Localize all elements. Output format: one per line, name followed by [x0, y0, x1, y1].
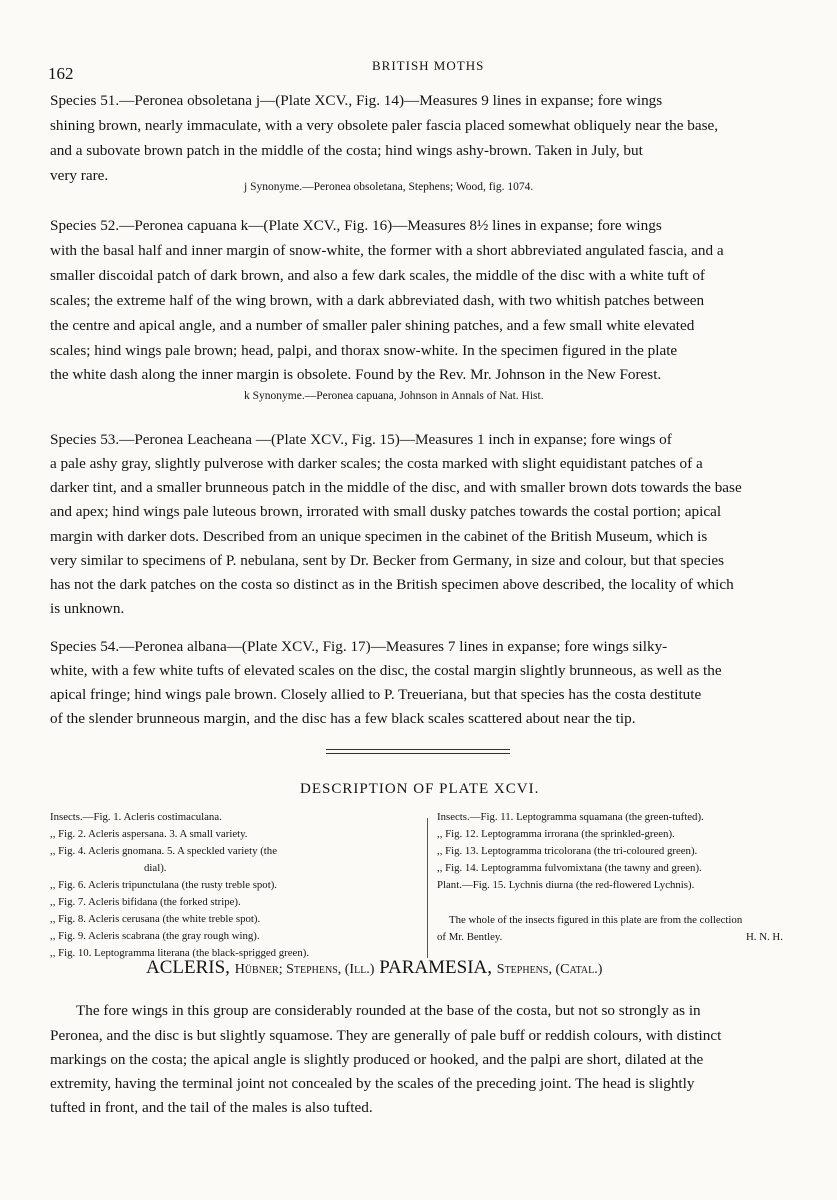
plate-entry: Insects.—Fig. 11. Leptogramma squamana (the green-tufted).	[437, 811, 704, 823]
divider-rule	[326, 753, 510, 754]
body-line: a pale ashy gray, slightly pulverose with darker scales; the costa marked with slight equidistant patches of a	[50, 455, 703, 472]
footnote-synonym: j Synonyme.—Peronea obsoletana, Stephens; Wood, fig. 1074.	[244, 181, 534, 193]
body-line: The fore wings in this group are considerably rounded at the base of the costa, but not so strongly as in	[76, 1002, 701, 1019]
plate-title: DESCRIPTION OF PLATE XCVI.	[300, 781, 540, 797]
body-line: very rare.	[50, 167, 109, 184]
body-line: white, with a few white tufts of elevated scales on the disc, the costal margin slightly brunneous, as well as the	[50, 662, 722, 679]
plate-entry: ,, Fig. 9. Acleris scabrana (the gray rough wing).	[50, 930, 260, 942]
body-line: darker tint, and a smaller brunneous patch in the middle of the disc, and with smaller brown dots towards the base	[50, 479, 742, 496]
body-line: Species 51.—Peronea obsoletana j—(Plate XCV., Fig. 14)—Measures 9 lines in expanse; fore wings	[50, 92, 663, 109]
plate-initials: H. N. H.	[746, 931, 783, 943]
body-line: margin with darker dots. Described from an unique specimen in the cabinet of the British Museum, which is	[50, 528, 708, 545]
genus-name-acleris: ACLERIS,	[146, 957, 235, 978]
body-line: Species 54.—Peronea albana—(Plate XCV., Fig. 17)—Measures 7 lines in expanse; fore wings silky-	[50, 638, 668, 655]
body-line: Peronea, and the disc is but slightly squamose. They are generally of pale buff or reddish colours, with distinct	[50, 1027, 722, 1044]
column-divider	[427, 818, 428, 958]
body-line: apical fringe; hind wings pale brown. Closely allied to P. Treueriana, but that species has the costa destitute	[50, 686, 702, 703]
body-line: scales; hind wings pale brown; head, palpi, and thorax snow-white. In the specimen figured in the plate	[50, 342, 678, 359]
plate-entry: ,, Fig. 10. Leptogramma literana (the black-sprigged green).	[50, 947, 310, 959]
genus-authority: Hübner; Stephens, (Ill.)	[234, 962, 375, 977]
body-line: has not the dark patches on the costa so distinct as in the British specimen above described, the locality of which	[50, 576, 734, 593]
body-line: Species 53.—Peronea Leacheana —(Plate XCV., Fig. 15)—Measures 1 inch in expanse; fore wings of	[50, 431, 672, 448]
body-line: tufted in front, and the tail of the males is also tufted.	[50, 1099, 373, 1116]
plate-entry: ,, Fig. 8. Acleris cerusana (the white treble spot).	[50, 913, 261, 925]
page-number: 162	[48, 64, 74, 83]
body-line: smaller discoidal patch of dark brown, and also a few dark scales, the middle of the disc with a white tuft of	[50, 267, 705, 284]
genus-name-paramesia: PARAMESIA,	[374, 957, 497, 978]
running-head: BRITISH MOTHS	[372, 58, 485, 73]
body-line: of the slender brunneous margin, and the disc has a few black scales scattered about near the tip.	[50, 710, 636, 727]
body-line: very similar to specimens of P. nebulana, sent by Dr. Becker from Germany, in size and colour, but that species	[50, 552, 725, 569]
body-line: Species 52.—Peronea capuana k—(Plate XCV., Fig. 16)—Measures 8½ lines in expanse; fore wings	[50, 217, 662, 234]
plate-note: The whole of the insects figured in this plate are from the collection	[449, 914, 743, 926]
plate-entry: Insects.—Fig. 1. Acleris costimaculana.	[50, 811, 222, 823]
body-line: with the basal half and inner margin of snow-white, the former with a short abbreviated angulated fascia, and a	[50, 242, 724, 259]
plate-entry: ,, Fig. 2. Acleris aspersana. 3. A small variety.	[50, 828, 248, 840]
genus-authority: Stephens, (Catal.)	[496, 962, 603, 977]
body-line: and apex; hind wings pale luteous brown, irrorated with small dusky patches towards the costal portion; apical	[50, 503, 722, 520]
plate-entry: ,, Fig. 14. Leptogramma fulvomixtana (the tawny and green).	[437, 862, 702, 874]
body-line: scales; the extreme half of the wing brown, with a dark abbreviated dash, with two whitish patches between	[50, 292, 705, 309]
body-line: shining brown, nearly immaculate, with a very obsolete paler fascia placed somewhat obliquely near the base,	[50, 117, 719, 134]
plate-entry: ,, Fig. 6. Acleris tripunctulana (the rusty treble spot).	[50, 879, 277, 891]
plate-entry: dial).	[144, 862, 167, 874]
plate-entry: ,, Fig. 13. Leptogramma tricolorana (the tri-coloured green).	[437, 845, 698, 857]
body-line: is unknown.	[50, 600, 125, 617]
body-line: the centre and apical angle, and a number of smaller paler shining patches, and a few small white elevated	[50, 317, 695, 334]
body-line: and a subovate brown patch in the middle of the costa; hind wings ashy-brown. Taken in July, but	[50, 142, 643, 159]
body-line: the white dash along the inner margin is obsolete. Found by the Rev. Mr. Johnson in the New Forest.	[50, 366, 662, 383]
plate-entry: ,, Fig. 12. Leptogramma irrorana (the sprinkled-green).	[437, 828, 675, 840]
genus-heading	[146, 957, 602, 979]
plate-note: of Mr. Bentley.	[437, 931, 503, 943]
body-line: markings on the costa; the apical angle is slightly produced or hooked, and the palpi are short, dilated at the	[50, 1051, 704, 1068]
footnote-synonym: k Synonyme.—Peronea capuana, Johnson in Annals of Nat. Hist.	[244, 390, 544, 402]
plate-entry: ,, Fig. 4. Acleris gnomana. 5. A speckled variety (the	[50, 845, 277, 857]
plate-entry: ,, Fig. 7. Acleris bifidana (the forked stripe).	[50, 896, 241, 908]
divider-rule	[326, 749, 510, 750]
plate-entry: Plant.—Fig. 15. Lychnis diurna (the red-flowered Lychnis).	[437, 879, 695, 891]
body-line: extremity, having the terminal joint not concealed by the scales of the preceding joint. The head is slightly	[50, 1075, 695, 1092]
